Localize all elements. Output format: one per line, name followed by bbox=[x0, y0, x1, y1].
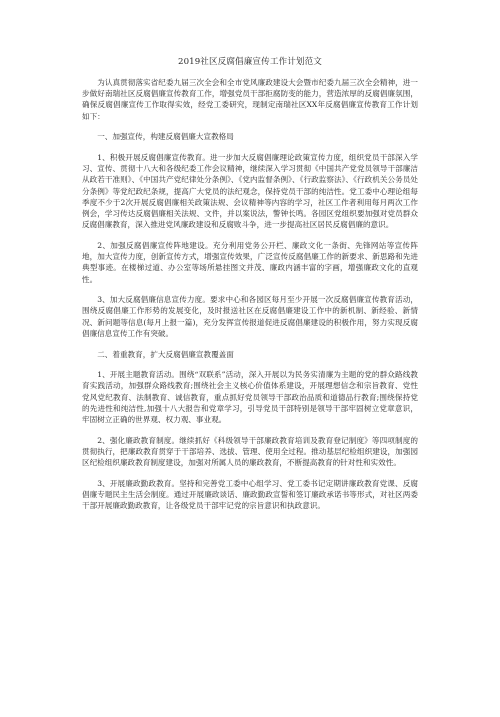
document-title: 2019社区反腐倡廉宣传工作计划范文 bbox=[178, 57, 322, 67]
document-body bbox=[82, 77, 418, 717]
section-1-paragraph-1: 1、积极开展反腐倡廉宣传教育。进一步加大反腐倡廉理论政策宣传力度，组织党员干部深入学习、宣传、贯彻十八大和各级纪委工作会议精神，继续深入学习贯彻《中国共产党党员领导干部廉洁从政若干准则》、《中国共产党纪律处分条例》、《党内监督条例》、《行政监察法》、《行政机关公务员处分条例》等党纪政纪条规，提高广大党员的法纪观念，保持党员干部的纯洁性。党工委中心理论组每季度不少于2次开展反腐倡廉相关政策法规、会议精神等内容的学习，社区工作者利用每月两次工作例会，学习传达反腐倡廉相关法规、文件，并以案说法，警钟长鸣。各园区党组织要加强对党员群众反腐倡廉教育，深入推进党风廉政建设和反腐败斗争，进一步提高社区居民反腐倡廉的意识。 bbox=[82, 153, 418, 230]
intro-paragraph: 为认真贯彻落实省纪委九届三次全会和全市党风廉政建设大会暨市纪委九届三次全会精神，进一步做好南瑞社区反腐倡廉宣传教育工作，增强党员干部拒腐防变的能力，营造浓厚的反腐倡廉氛围，确保反腐倡廉宣传工作取得实效，经党工委研究，现制定南瑞社区XX年反腐倡廉宣传教育工作计划如下： bbox=[82, 78, 418, 121]
section-1-heading: 一、加强宣传，构建反腐倡廉大宣教格局 bbox=[97, 132, 234, 142]
section-1-paragraph-2: 2、加强反腐倡廉宣传阵地建设。充分利用党务公开栏、廉政文化一条街、先锋网站等宣传阵地，加大宣传力度，创新宣传方式，增强宣传效果，广泛宣传反腐倡廉工作的新要求、新思路和先进典型事迹。在楼梯过道、办公室等场所悬挂图文并茂、廉政内涵丰富的字画，增强廉政文化的直观性。 bbox=[82, 240, 418, 284]
section-1-paragraph-3: 3、加大反腐倡廉信息宣传力度。要求中心和各园区每月至少开展一次反腐倡廉宣传教育活动，围绕反腐倡廉工作形势的发展变化，及时报送社区在反腐倡廉建设工作中的新机制、新经验、新情况、新问题等信息(每月上报一篇)，充分发挥宣传报道促进反腐倡廉建设的积极作用，努力实现反腐倡廉信息宣传工作有突破。 bbox=[82, 295, 418, 338]
section-2-paragraph-2: 2、强化廉政教育制度。继续抓好《科级领导干部廉政教育培训及教育登记制度》等四项制度的贯彻执行，把廉政教育贯穿于干部培养、选拔、管理、使用全过程。推动基层纪检组织建设，加强园区纪检组织廉政教育制度建设，加强对所属人员的廉政教育，不断提高教育的针对性和实效性。 bbox=[82, 435, 418, 468]
section-2-heading: 二、着重教育，扩大反腐倡廉宣教覆盖面 bbox=[97, 349, 234, 359]
section-2-paragraph-1: 1、开展主题教育活动。围绕“双联系”活动，深入开展以为民务实清廉为主题的党的群众路线教育实践活动，加强群众路线教育;围绕社会主义核心价值体系建设，开展理想信念和宗旨教育、党性党风党纪教育、法制教育、诚信教育，重点抓好党员领导干部政治品质和道德品行教育;围绕保持党的先进性和纯洁性,加强十八大报告和党章学习，引导党员干部特别是领导干部牢固树立党章意识，牢固树立正确的世界观、权力观、事业观。 bbox=[82, 370, 418, 425]
section-2-paragraph-3: 3、开展廉政勤政教育。坚持和完善党工委中心组学习、党工委书记定期讲廉政教育党课、反腐倡廉专题民主生活会制度。通过开展廉政谈话、廉政勤政宣誓和签订廉政承诺书等形式，对社区两委干部开展廉政勤政教育，让各级党员干部牢记党的宗旨意识和执政意识。 bbox=[82, 478, 418, 511]
